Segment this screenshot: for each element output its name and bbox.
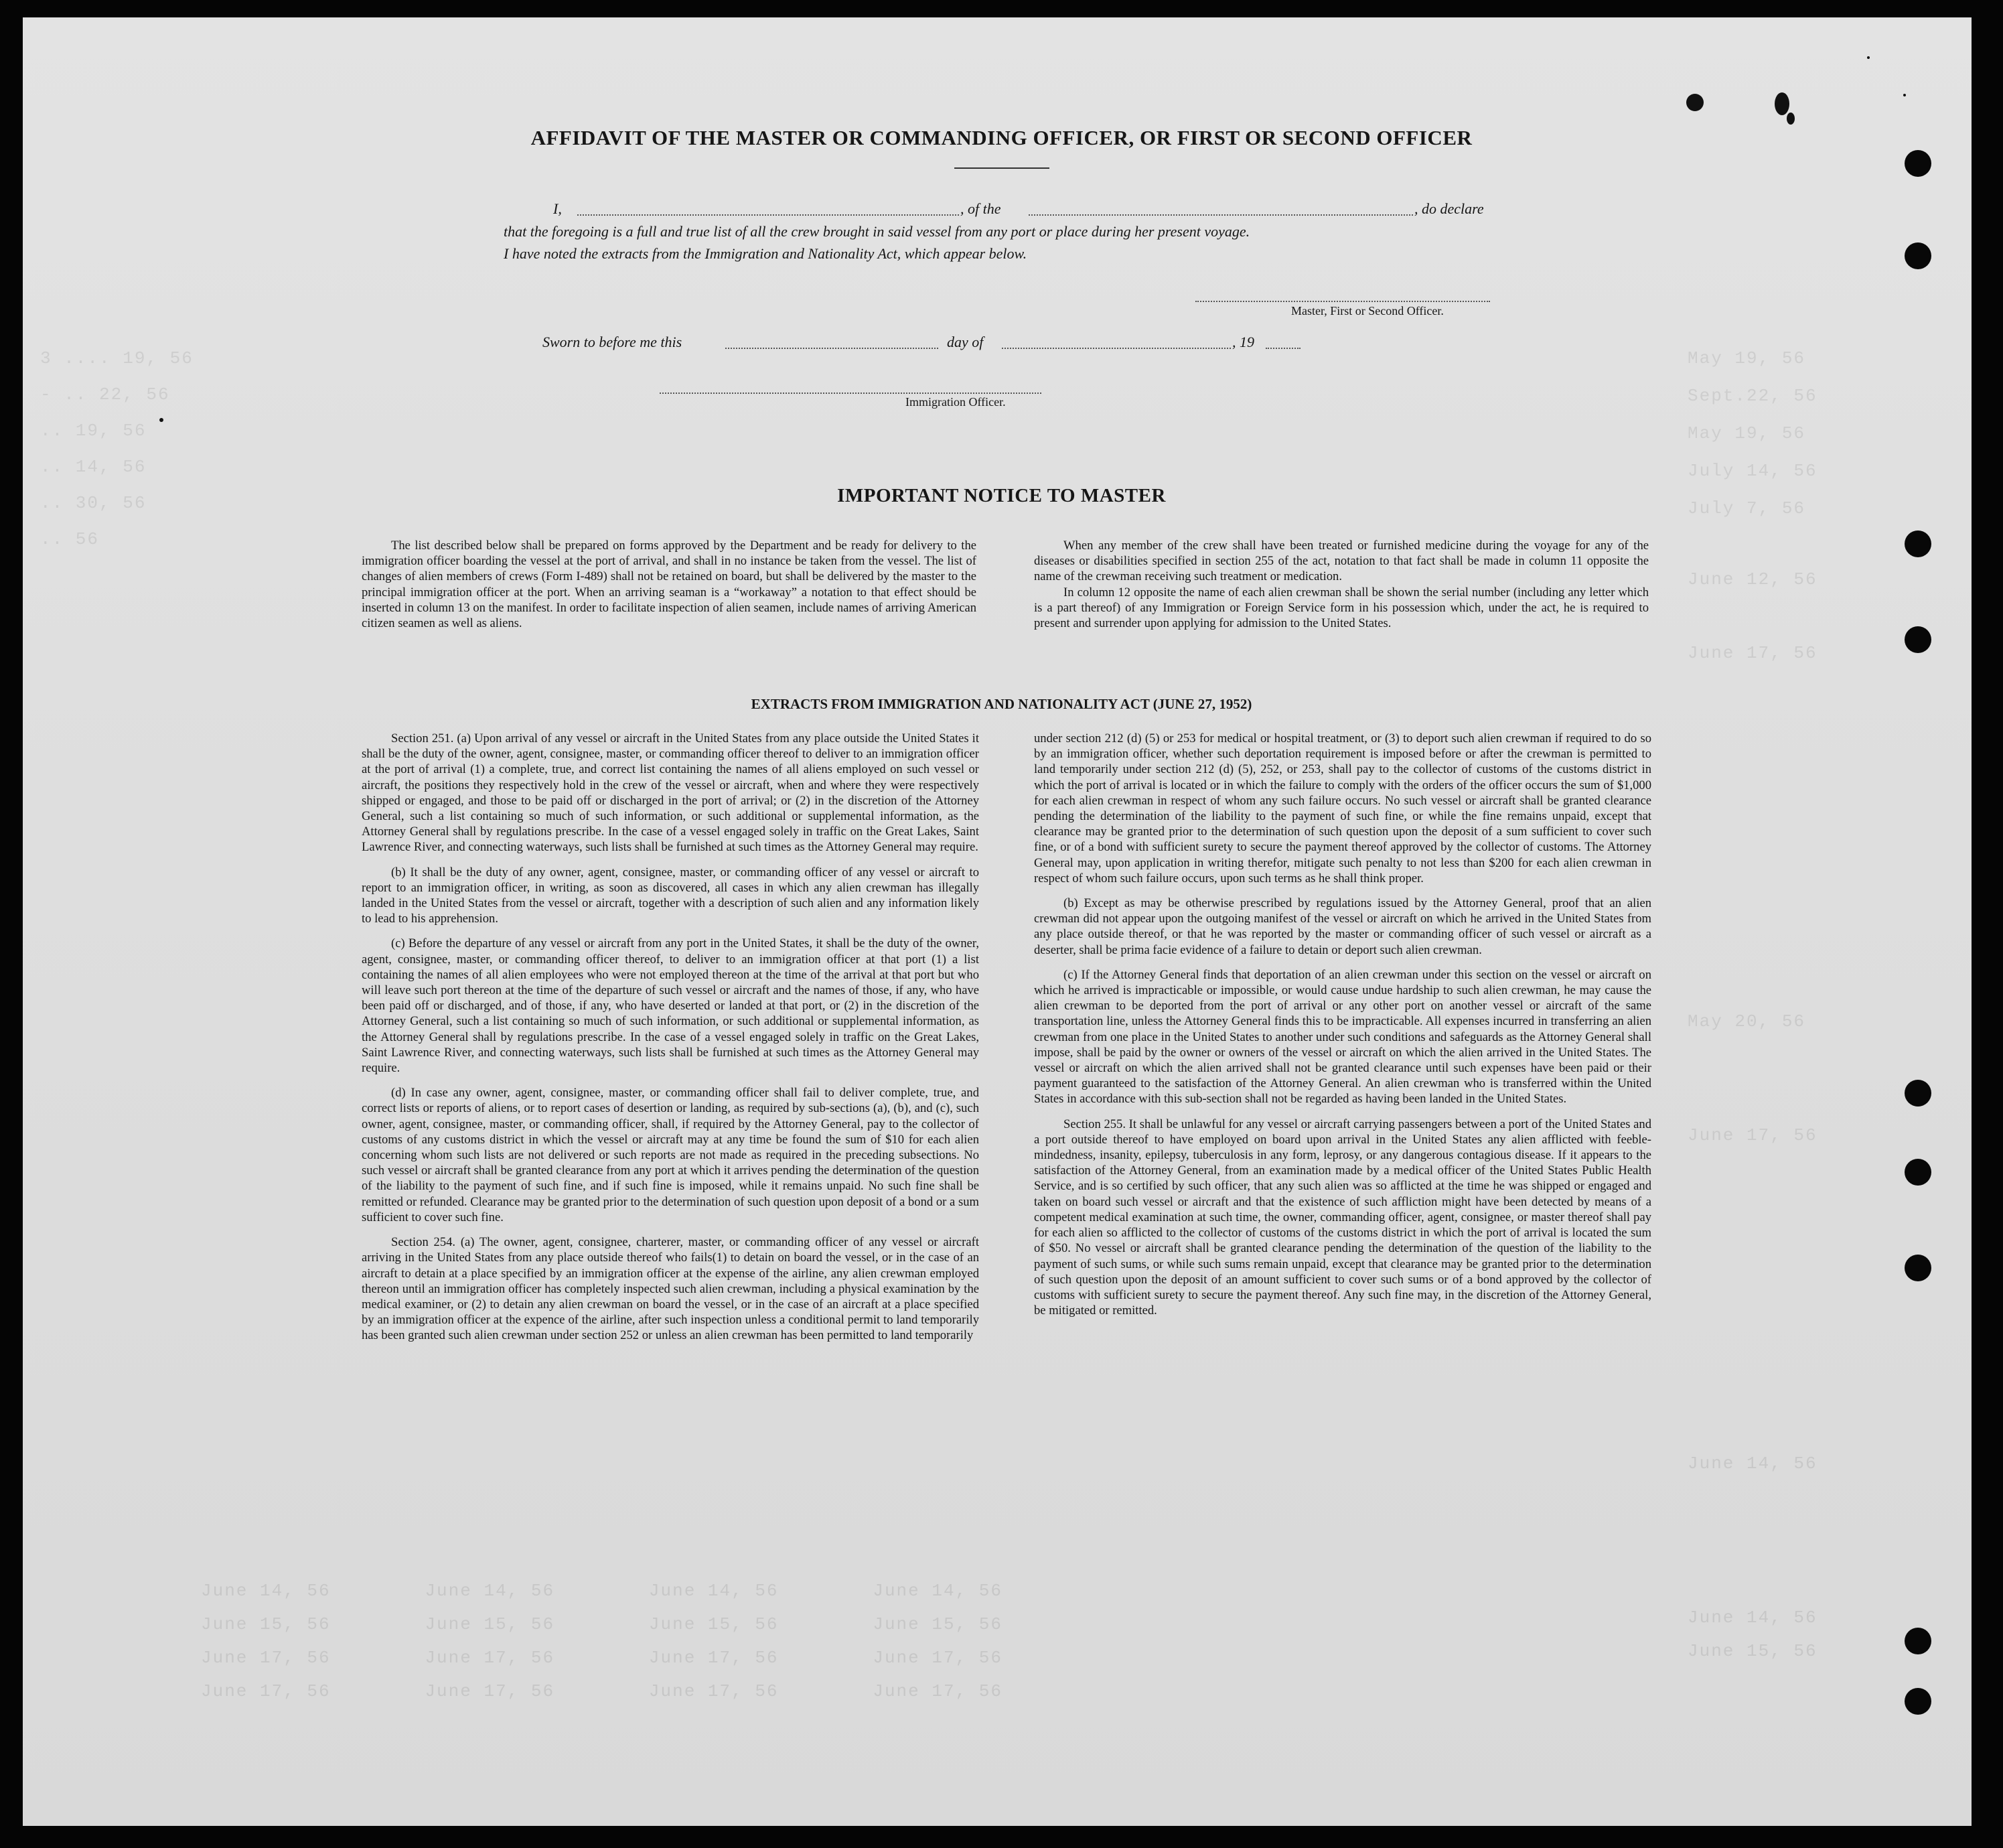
notice-right-paragraph-2: In column 12 opposite the name of each alien crewman shall be shown the serial number (including any letter which is a part thereof) of any Immigration or Foreign Service form in his possession which, under the act, he is required to present and surrender upon applying for admission to the United States. [1034, 585, 1649, 631]
bleed-through-bottom: June 14, 56 June 14, 56 June 14, 56 June 14, 56 June 15, 56 June 15, 56 June 15, 56 June 15, 56 June 17, 56 June 17, 56 June 17, 56 June 17, 56 June 17, 56 June 17, 56 June 17, 56 June 17, 56 [201, 1581, 1003, 1701]
master-signature-line [1195, 301, 1490, 302]
section-254-b: (b) Except as may be otherwise prescribed by regulations issued by the Attorney General, proof that an alien crewman did not appear upon the outgoing manifest of the vessel or aircraft on which he arrived in the United States from any place outside thereof, or that he was reported by the master or commanding officer of such vessel or aircraft as a deserter, shall be prima facie evidence of a failure to detain or deport such alien crewman. [1034, 896, 1651, 957]
notice-left-paragraph: The list described below shall be prepared on forms approved by the Department and be ready for delivery to the immigration officer boarding the vessel at the port of arrival, and shall in no instance be taken from the vessel. The list of changes of alien members of crews (Form I-489) shall not be retained on board, but shall be delivered by the master to the principal immigration officer at the port. When an arriving seaman is a “workaway” a notation to that effect should be inserted in column 13 on the manifest. In order to facilitate inspection of alien seamen, include names of arriving American citizen seamen as well as aliens. [362, 539, 976, 631]
year-label: , 19 [1232, 334, 1254, 350]
section-251-d: (d) In case any owner, agent, consignee, master, or commanding officer shall fail to deliver complete, true, and correct lists or reports of aliens, or to report cases of desertion or landing, as required by sub-sections (a), (b), and (c), such owner, agent, consignee, master, or commanding officer, shall, if required by the Attorney General, pay to the collector of customs of any customs district in which the vessel or aircraft may at any time be found the sum of $10 for each alien concerning whom such lists are not delivered or such reports are not made as required in the preceding subsections. No such vessel or aircraft shall be granted clearance from any port at which it arrives pending the determination of the question of the liability to the payment of such fine, and if such fine is imposed, while it remains unpaid. No such fine shall be remitted or refunded. Clearance may be granted prior to the determination of such question upon deposit of a bond or a sum sufficient to cover such fine. [362, 1086, 979, 1224]
affidavit-declare-label: , do declare [1414, 200, 1484, 217]
section-251-a: Section 251. (a) Upon arrival of any vessel or aircraft in the United States from any place outside the United States it shall be the duty of the owner, agent, consignee, master, or commanding officer thereof to deliver to an immigration officer at the port of arrival (1) a complete, true, and correct list containing the names of all aliens employed on such vessel or aircraft, the positions they respectively hold in the crew of the vessel or aircraft, when and where they were respectively shipped or engaged, and those to be paid off or discharged in the port of arrival; or (2) in the discretion of the Attorney General, such a list containing so much of such information, or such additional or supplemental information, as the Attorney General shall by regulations prescribe. In the case of a vessel engaged solely in traffic on the Great Lakes, Saint Lawrence River, and connecting waterways, such lists shall be furnished at such times as the Attorney General may require. [362, 731, 979, 855]
ink-speck [159, 418, 163, 422]
notice-right-paragraph-1: When any member of the crew shall have been treated or furnished medicine during the voyage for any of the diseases or disabilities specified in section 255 of the act, notation to that fact shall be made in column 11 opposite the name of the crewman receiving such treatment or medication. [1034, 539, 1649, 584]
bleed-through-right-column: May 19, 56 Sept.22, 56 May 19, 56 July 14, 56 July 7, 56 June 12, 56 June 17, 56 May 20, 56 June 17, 56 June 14, 56 June 14, 56 June 15, 56 [1688, 348, 1817, 1661]
sworn-month-blank-line [1002, 348, 1231, 349]
sworn-label: Sworn to before me this [542, 334, 682, 350]
punch-hole [1905, 1080, 1931, 1107]
punch-hole [1905, 1255, 1931, 1281]
immigration-officer-signature-line [660, 393, 1041, 394]
vessel-blank-line [1029, 214, 1413, 216]
ink-speck [1867, 56, 1870, 59]
affidavit-line-3: I have noted the extracts from the Immigration and Nationality Act, which appear below. [504, 245, 1027, 262]
section-254-a: Section 254. (a) The owner, agent, consignee, charterer, master, or commanding officer of any vessel or aircraft arriving in the United States from any place outside thereof who fails(1) to detain on board the vessel, or in the case of an aircraft to detain at a place specified by an immigration officer at the expense of the airline, any alien crewman employed thereon until an immigration officer has completely inspected such alien crewman, including a physical examination by the medical examiner, or (2) to detain any alien crewman on board the vessel, or in the case of an aircraft at a place specified by an immigration officer at the expence of the airline, after such inspection unless a conditional permit to land temporarily has been granted such alien crewman under section 252 or unless an alien crewman has been permitted to land temporarily [362, 1235, 979, 1343]
affidavit-i-label: I, [553, 200, 562, 217]
extracts-right-column [1034, 731, 1651, 1328]
section-254-a-continued: under section 212 (d) (5) or 253 for medical or hospital treatment, or (3) to deport such alien crewman if required to do so by an immigration officer, whether such deportation requirement is imposed before or after the crewman is permitted to land temporarily under section 212 (d) (5), 252, or 253, shall pay to the collector of customs of the customs district in which the port of arrival is located or in which the failure to comply with the orders of the officer occurs the sum of $1,000 for each alien crewman in respect of whom any such failure occurs. No such vessel or aircraft shall be granted clearance pending the determination of the liability to the payment of such fine, or while the fine remains unpaid, except that clearance may be granted prior to the determination of such question upon the deposit of a sum sufficient to cover such fine, or of a bond with sufficient surety to secure the payment thereof approved by the collector of customs. The Attorney General may, upon application in writing therefor, mitigate such penalty to not less than $200 for each alien crewman in respect of whom such failure occurs, upon such terms as he shall think proper. [1034, 731, 1651, 885]
notice-left-column [362, 538, 976, 640]
document-sheet [23, 17, 1972, 1826]
punch-hole [1905, 1159, 1931, 1186]
master-signature-caption: Master, First or Second Officer. [1291, 304, 1444, 317]
sworn-year-blank-line [1266, 348, 1301, 349]
ink-speck [1903, 94, 1906, 96]
section-251-c: (c) Before the departure of any vessel or aircraft from any port in the United States, it shall be the duty of the owner, agent, consignee, master, or commanding officer thereof, to deliver to an immigration officer at that port (1) a list containing the names of all alien employees who were not employed thereon at the time of the arrival at that port but who will leave such port thereon at the time of the departure of such vessel or aircraft and the names of those, if any, who have been paid off or discharged, and of those, if any, who have deserted or landed at that port, or (2) in the discretion of the Attorney General, such a list containing so much of such information, or such additional or supplemental information, as the Attorney General shall by regulations prescribe. In the case of a vessel engaged solely in traffic on the Great Lakes, Saint Lawrence River, and connecting waterways, such lists shall be furnished at such times as the Attorney General may require. [362, 936, 979, 1076]
punch-hole [1905, 1688, 1931, 1715]
section-254-c: (c) If the Attorney General finds that deportation of an alien crewman under this section on the vessel or aircraft on which he arrived is impracticable or impossible, or would cause undue hardship to such alien crewman, he may cause the alien crewman to be deported from the port of arrival or any other port on another vessel or aircraft of the same transportation line, unless the Attorney General finds this to be impracticable. All expenses incurred in transferring an alien crewman from one place in the United States to another under such conditions and safeguards as the Attorney General shall impose, shall be paid by the owner or owners of the vessel or aircraft on which the alien arrived in the United States. The vessel or aircraft on which the alien arrived shall not be granted clearance until such expenses have been paid or their payment guaranteed to the satisfaction of the Attorney General. An alien crewman who is transferred within the United States in accordance with this sub-section shall not be regarded as having been landed in the United States. [1034, 967, 1651, 1107]
extracts-title: EXTRACTS FROM IMMIGRATION AND NATIONALITY ACT (JUNE 27, 1952) [751, 696, 1252, 712]
affidavit-title: AFFIDAVIT OF THE MASTER OR COMMANDING OFFICER, OR FIRST OR SECOND OFFICER [530, 126, 1473, 149]
punch-hole [1905, 1628, 1931, 1654]
punch-hole [1905, 242, 1931, 269]
ink-speck [1787, 113, 1795, 125]
punch-hole [1905, 626, 1931, 653]
punch-hole [1905, 150, 1931, 177]
ink-speck [1775, 92, 1789, 115]
affidavit-of-the-label: , of the [960, 200, 1001, 217]
day-of-label: day of [947, 334, 984, 350]
bleed-through-left-column: 3 .... 19, 56 - .. 22, 56 .. 19, 56 .. 14, 56 .. 30, 56 .. 56 [40, 348, 194, 549]
extracts-left-column [362, 731, 979, 1353]
punch-hole [1905, 530, 1931, 557]
section-255: Section 255. It shall be unlawful for any vessel or aircraft carrying passengers between a port of the United States and a port outside thereof to have employed on board upon arrival in the United States any alien afflicted with feeble-mindedness, insanity, epilepsy, tuberculosis in any form, leprosy, or any dangerous contagious disease. If it appears to the satisfaction of the Attorney General, from an examination made by a medical officer of the United States Public Health Service, and is so certified by such officer, that any such alien was so afflicted at the time he was shipped or engaged and taken on board such vessel or aircraft and that the existence of such affliction might have been detected by means of a competent medical examination at such time, the owner, commanding officer, agent, consignee, or master thereof shall pay for each alien so afflicted to the collector of customs of the customs district in which the port of arrival is located the sum of $50. No vessel or aircraft shall be granted clearance pending the determination of the question of the liability to the payment of such sums, or while such sums remain unpaid, except that clearance may be granted prior to the determination of such question upon the deposit of an amount sufficient to cover such sums or of a bond approved by the collector of customs with sufficient surety to secure the payment thereof. Any such fine may, in the discretion of the Attorney General, be mitigated or remitted. [1034, 1117, 1651, 1318]
sworn-day-blank-line [725, 348, 938, 349]
title-underline [954, 167, 1049, 169]
ink-speck [1686, 94, 1704, 111]
affidavit-line-2: that the foregoing is a full and true list of all the crew brought in said vessel from any port or place during her present voyage. [504, 223, 1250, 240]
notice-title: IMPORTANT NOTICE TO MASTER [837, 485, 1166, 506]
section-251-b: (b) It shall be the duty of any owner, agent, consignee, master, or commanding officer of any vessel or aircraft to report to an immigration officer, in writing, as soon as discovered, all cases in which any alien crewman has illegally landed in the United States from the vessel or aircraft, together with a description of such alien and any information likely to lead to his apprehension. [362, 865, 979, 926]
name-blank-line [577, 214, 959, 216]
immigration-officer-caption: Immigration Officer. [905, 395, 1006, 409]
notice-right-column [1034, 538, 1649, 640]
